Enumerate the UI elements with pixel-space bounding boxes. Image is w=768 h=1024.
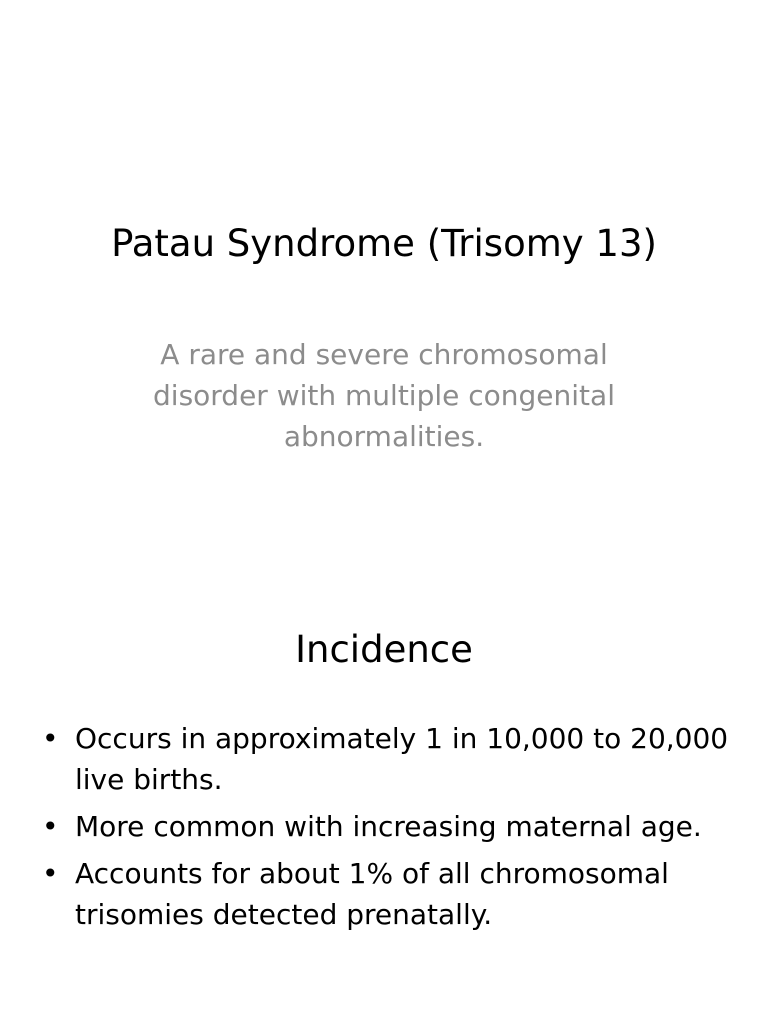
bullet-item [40, 806, 730, 847]
slide-title: Patau Syndrome (Trisomy 13) [111, 222, 657, 265]
bullet-item [40, 853, 730, 935]
bullet-text: More common with increasing maternal age. [75, 810, 702, 843]
bullet-icon: • [42, 857, 59, 890]
slide-title: Incidence [295, 628, 473, 671]
content-slide [0, 512, 768, 1024]
bullet-text: Accounts for about 1% of all chromosomal trisomies detected prenatally. [75, 857, 669, 931]
bullet-icon: • [42, 810, 59, 843]
bullet-item [40, 718, 730, 800]
bullet-list [40, 718, 730, 941]
bullet-icon: • [42, 722, 59, 755]
slide-subtitle: A rare and severe chromosomal disorder with multiple congenital abnormalities. [153, 338, 615, 453]
bullet-text: Occurs in approximately 1 in 10,000 to 20,000 live births. [75, 722, 729, 796]
